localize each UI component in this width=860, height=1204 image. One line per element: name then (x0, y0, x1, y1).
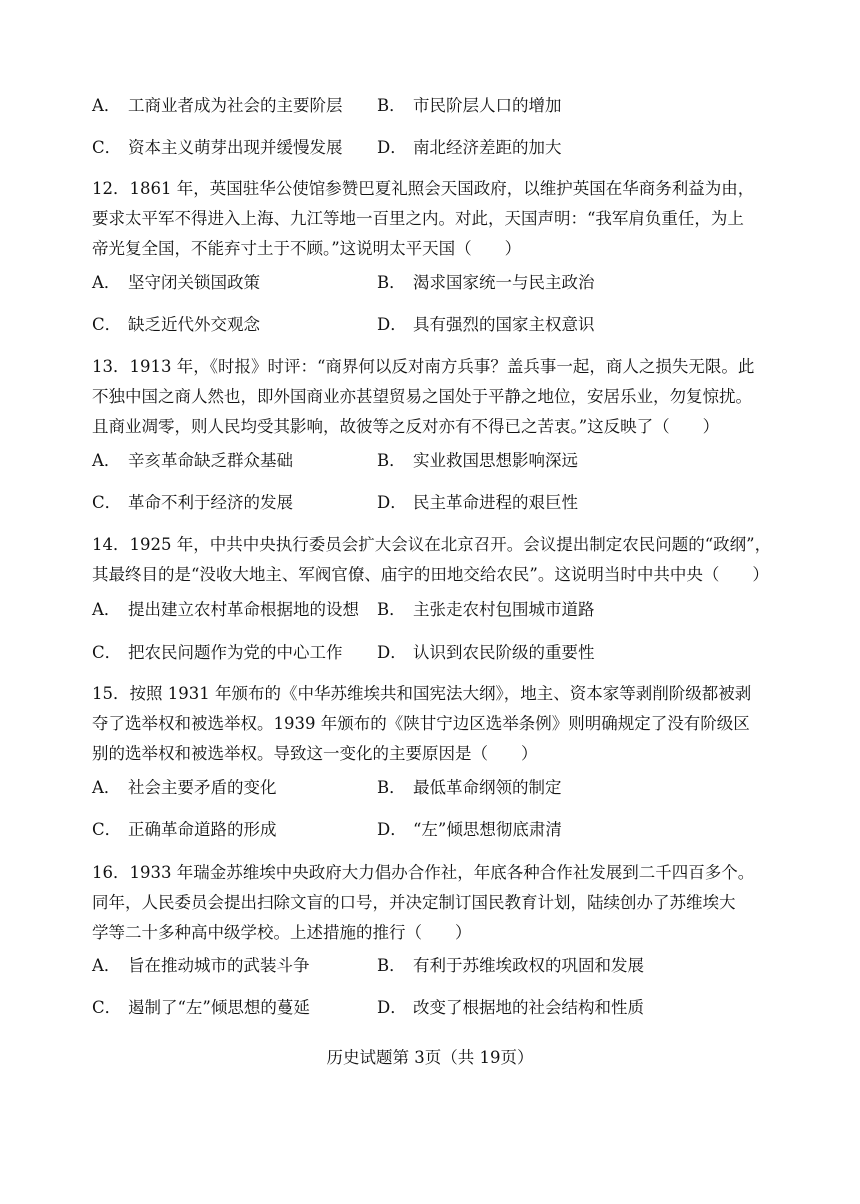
q11-option-row-2 (92, 136, 792, 160)
q12-line: 帝光复全国，不能弃寸土于不顾。”这说明太平天国（ ） (92, 239, 522, 258)
q12-option-c[interactable]: C． 缺乏近代外交观念 (92, 315, 260, 334)
q11-option-a[interactable]: A． 工商业者成为社会的主要阶层 (92, 96, 343, 115)
q16-line: 学等二十多种高中级学校。上述措施的推行（ ） (92, 923, 472, 942)
q13-option-row-2 (92, 491, 792, 515)
q14-option-c[interactable]: C． 把农民问题作为党的中心工作 (92, 643, 343, 662)
q14-option-b[interactable]: B． 主张走农村包围城市道路 (377, 600, 595, 619)
q11-option-row-1 (92, 94, 792, 118)
q14-option-row-2 (92, 641, 792, 665)
q13-option-b[interactable]: B． 实业救国思想影响深远 (377, 451, 578, 470)
q15-option-b[interactable]: B． 最低革命纲领的制定 (377, 778, 562, 797)
q16-option-b[interactable]: B． 有利于苏维埃政权的巩固和发展 (377, 956, 644, 975)
page-footer: 历史试题第 3页（共 19页） (326, 1048, 534, 1067)
q15-line: 15．按照 1931 年颁布的《中华苏维埃共和国宪法大纲》，地主、资本家等剥削阶级都被剥 (92, 684, 752, 703)
q15-line: 别的选举权和被选举权。导致这一变化的主要原因是（ ） (92, 744, 538, 763)
q13-option-row-1 (92, 449, 792, 473)
q16-option-a[interactable]: A． 旨在推动城市的武装斗争 (92, 956, 310, 975)
q12-option-b[interactable]: B． 渴求国家统一与民主政治 (377, 273, 595, 292)
q16-line: 16．1933 年瑞金苏维埃中央政府大力倡办合作社，年底各种合作社发展到二千四百多个。 (92, 863, 755, 882)
q14-option-d[interactable]: D． 认识到农民阶级的重要性 (377, 643, 595, 662)
q13-line: 不独中国之商人然也，即外国商业亦甚望贸易之国处于平静之地位，安居乐业，勿复惊扰。 (92, 387, 752, 406)
q13-line: 13．1913 年，《时报》时评：“商界何以反对南方兵事？盖兵事一起，商人之损失无限。此 (92, 357, 755, 376)
q16-option-d[interactable]: D． 改变了根据地的社会结构和性质 (377, 998, 644, 1017)
q15-line: 夺了选举权和被选举权。1939 年颁布的《陕甘宁边区选举条例》则明确规定了没有阶级区 (92, 714, 750, 733)
q15-option-row-1 (92, 776, 792, 800)
q12-option-row-1 (92, 271, 792, 295)
q13-option-c[interactable]: C． 革命不利于经济的发展 (92, 493, 293, 512)
q15-option-row-2 (92, 818, 792, 842)
q11-option-c[interactable]: C． 资本主义萌芽出现并缓慢发展 (92, 138, 343, 157)
q13-line: 且商业凋零，则人民均受其影响，故彼等之反对亦有不得已之苦衷。”这反映了（ ） (92, 417, 720, 436)
q16-line: 同年，人民委员会提出扫除文盲的口号，并决定制订国民教育计划，陆续创办了苏维埃大 (92, 893, 736, 912)
q14-line: 其最终目的是“没收大地主、军阀官僚、庙宇的田地交给农民”。这说明当时中共中央（ ） (92, 565, 769, 584)
q14-option-a[interactable]: A． 提出建立农村革命根据地的设想 (92, 600, 359, 619)
q16-stem (92, 858, 782, 948)
q11-option-b[interactable]: B． 市民阶层人口的增加 (377, 96, 562, 115)
q16-option-row-2 (92, 996, 792, 1020)
q11-option-d[interactable]: D． 南北经济差距的加大 (377, 138, 562, 157)
q13-stem (92, 352, 782, 442)
q16-option-row-1 (92, 954, 792, 978)
q15-option-d[interactable]: D． “左”倾思想彻底肃清 (377, 820, 562, 839)
q12-option-a[interactable]: A． 坚守闭关锁国政策 (92, 273, 260, 292)
q16-option-c[interactable]: C． 遏制了“左”倾思想的蔓延 (92, 998, 310, 1017)
q12-stem (92, 174, 782, 264)
q14-stem (92, 530, 782, 590)
q12-line: 12．1861 年，英国驻华公使馆参赞巴夏礼照会天国政府，以维护英国在华商务利益为由， (92, 179, 755, 198)
q13-option-a[interactable]: A． 辛亥革命缺乏群众基础 (92, 451, 293, 470)
q14-option-row-1 (92, 598, 792, 622)
q15-option-a[interactable]: A． 社会主要矛盾的变化 (92, 778, 277, 797)
q12-line: 要求太平军不得进入上海、九江等地一百里之内。对此，天国声明：“我军肩负重任，为上 (92, 209, 744, 228)
q14-line: 14．1925 年，中共中央执行委员会扩大会议在北京召开。会议提出制定农民问题的“政纲”， (92, 535, 772, 554)
q13-option-d[interactable]: D． 民主革命进程的艰巨性 (377, 493, 578, 512)
q12-option-row-2 (92, 313, 792, 337)
q12-option-d[interactable]: D． 具有强烈的国家主权意识 (377, 315, 595, 334)
q15-option-c[interactable]: C． 正确革命道路的形成 (92, 820, 277, 839)
q15-stem (92, 679, 782, 769)
